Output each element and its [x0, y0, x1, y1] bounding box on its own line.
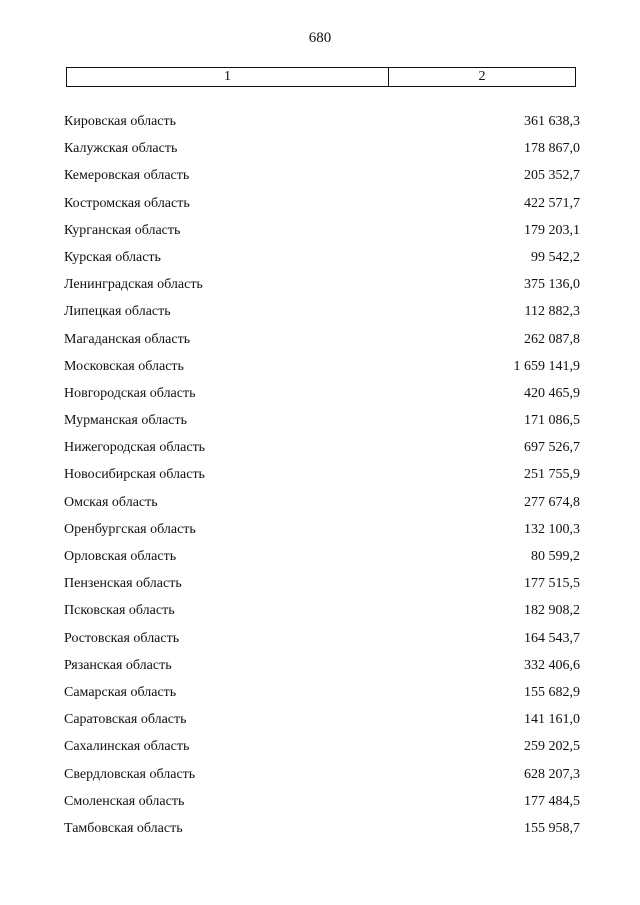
region-name: Пензенская область: [64, 576, 182, 592]
region-value: 177 515,5: [524, 576, 580, 592]
region-value: 155 958,7: [524, 820, 580, 836]
region-value: 177 484,5: [524, 793, 580, 809]
region-name: Смоленская область: [64, 793, 185, 809]
region-value: 182 908,2: [524, 603, 580, 619]
region-name: Костромская область: [64, 195, 190, 211]
region-name: Кемеровская область: [64, 168, 190, 184]
region-name: Псковская область: [64, 603, 175, 619]
region-name: Омская область: [64, 494, 158, 510]
region-value: 205 352,7: [524, 168, 580, 184]
region-value: 262 087,8: [524, 331, 580, 347]
table-row: [0, 819, 640, 846]
table-row: [0, 765, 640, 792]
region-name: Ростовская область: [64, 630, 180, 646]
region-name: Московская область: [64, 358, 184, 374]
region-name: Самарская область: [64, 684, 177, 700]
region-value: 178 867,0: [524, 141, 580, 157]
table-row: [0, 737, 640, 764]
region-value: 420 465,9: [524, 385, 580, 401]
region-name: Рязанская область: [64, 657, 172, 673]
table-row: [0, 384, 640, 411]
region-name: Курганская область: [64, 222, 181, 238]
region-value: 179 203,1: [524, 222, 580, 238]
region-value: 171 086,5: [524, 413, 580, 429]
region-value: 1 659 141,9: [513, 358, 580, 374]
table-row: [0, 438, 640, 465]
region-name: Курская область: [64, 249, 161, 265]
region-value: 80 599,2: [531, 549, 580, 564]
table-body: [0, 112, 640, 846]
region-name: Саратовская область: [64, 712, 187, 728]
table-row: [0, 493, 640, 520]
region-name: Нижегородская область: [64, 440, 206, 456]
table-row: [0, 302, 640, 329]
region-value: 99 542,2: [531, 249, 580, 265]
region-name: Магаданская область: [64, 331, 191, 347]
table-row: [0, 629, 640, 656]
table-row: [0, 248, 640, 275]
table-row: [0, 139, 640, 166]
region-value: 697 526,7: [524, 440, 580, 456]
table-row: [0, 710, 640, 737]
table-row: [0, 411, 640, 438]
region-name: Липецкая область: [64, 304, 171, 320]
region-name: Орловская область: [64, 549, 177, 564]
table-row: [0, 194, 640, 221]
table-row: [0, 574, 640, 601]
table-row: [0, 221, 640, 248]
region-value: 628 207,3: [524, 766, 580, 782]
region-value: 251 755,9: [524, 467, 580, 483]
region-value: 422 571,7: [524, 195, 580, 211]
table-row: [0, 112, 640, 139]
table-row: [0, 547, 640, 574]
column-header-1: 1: [67, 68, 389, 86]
table-row: [0, 465, 640, 492]
table-row: [0, 166, 640, 193]
region-name: Новгородская область: [64, 385, 196, 401]
region-name: Оренбургская область: [64, 521, 196, 537]
region-name: Тамбовская область: [64, 820, 183, 836]
region-name: Калужская область: [64, 141, 178, 157]
region-value: 112 882,3: [524, 304, 580, 320]
region-value: 361 638,3: [524, 114, 580, 129]
region-value: 375 136,0: [524, 277, 580, 293]
region-value: 259 202,5: [524, 739, 580, 755]
table-header: [66, 67, 576, 87]
table-row: [0, 520, 640, 547]
table-row: [0, 601, 640, 628]
table-row: [0, 792, 640, 819]
table-row: [0, 683, 640, 710]
region-name: Ленинградская область: [64, 277, 203, 293]
table-row: [0, 330, 640, 357]
region-name: Сахалинская область: [64, 739, 190, 755]
region-name: Мурманская область: [64, 413, 188, 429]
table-row: [0, 656, 640, 683]
region-value: 155 682,9: [524, 684, 580, 700]
region-value: 164 543,7: [524, 630, 580, 646]
region-value: 132 100,3: [524, 521, 580, 537]
region-value: 277 674,8: [524, 494, 580, 510]
region-name: Кировская область: [64, 114, 177, 129]
region-name: Новосибирская область: [64, 467, 205, 483]
page-number: 680: [308, 30, 332, 46]
region-name: Свердловская область: [64, 766, 196, 782]
table-row: [0, 357, 640, 384]
region-value: 141 161,0: [524, 712, 580, 728]
column-header-2: 2: [478, 69, 486, 84]
table-row: [0, 275, 640, 302]
region-value: 332 406,6: [524, 657, 580, 673]
